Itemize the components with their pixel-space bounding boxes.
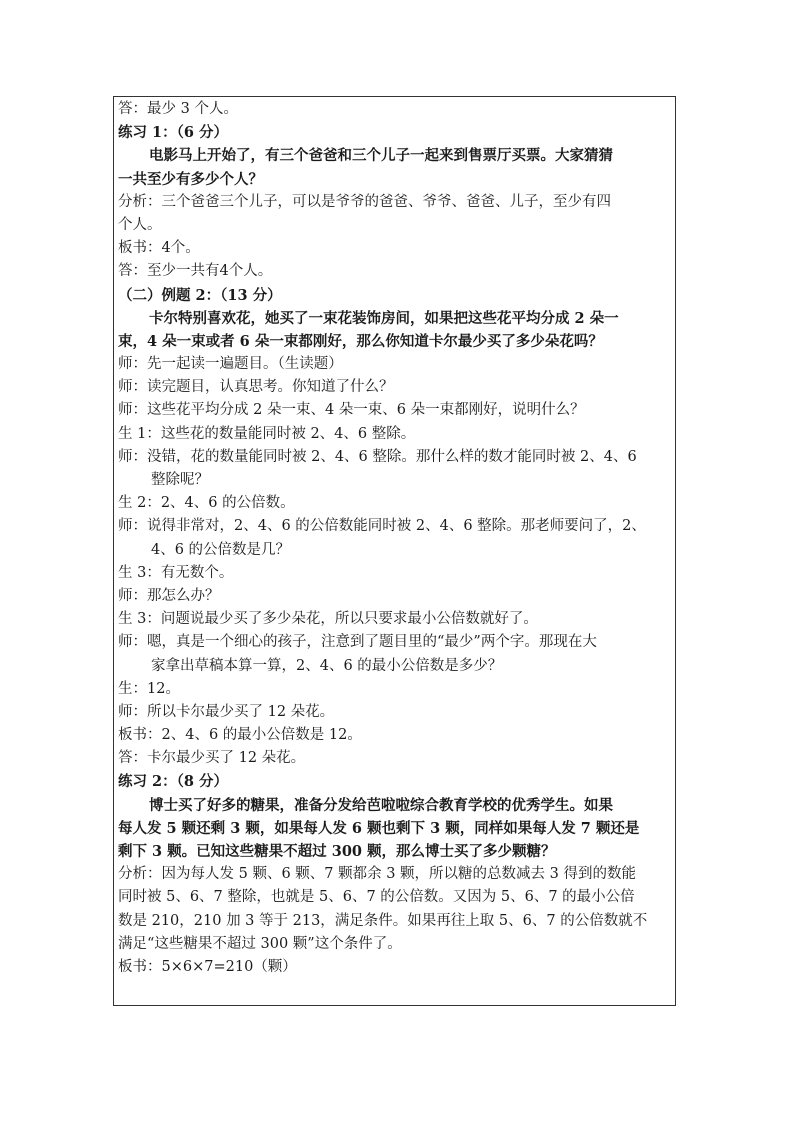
text-line: 师：所以卡尔最少买了 12 朵花。 <box>118 703 335 720</box>
text-line: 师：没错，花的数量能同时被 2、4、6 整除。那什么样的数才能同时被 2、4、6 <box>118 448 637 465</box>
text-line: 板书：2、4、6 的最小公倍数是 12。 <box>118 727 362 744</box>
text-line: 整除呢？ <box>151 472 209 488</box>
text-line: 师：那怎么办？ <box>118 587 220 604</box>
text-line: 一共至少有多少个人？ <box>118 170 263 188</box>
text-line: 数是 210，210 加 3 等于 213，满足条件。如果再往上取 5、6、7 的公倍数就不 <box>118 912 648 929</box>
text-line: 师：说得非常对，2、4、6 的公倍数能同时被 2、4、6 整除。那老师要问了，2、 <box>118 518 646 535</box>
text-line: 个人。 <box>118 216 162 233</box>
text-line: 剩下 3 颗。已知这些糖果不超过 300 颗，那么博士买了多少颗糖？ <box>118 843 556 860</box>
text-line: 练习 2：（8 分） <box>118 773 229 791</box>
text-line: 生 3：问题说最少买了多少朵花，所以只要求最小公倍数就好了。 <box>118 611 538 628</box>
text-line: 师：先一起读一遍题目。（生读题） <box>118 356 343 373</box>
text-line: 答：最少 3 个人。 <box>118 101 238 117</box>
text-line: 分析：因为每人发 5 颗、6 颗、7 颗都余 3 颗，所以糖的总数减去 3 得到的数能 <box>118 866 636 883</box>
text-line: 满足“这些糖果不超过 300 颗”这个条件了。 <box>118 935 402 952</box>
text-line: 板书：5×6×7=210（颗） <box>118 958 297 975</box>
text-line: 同时被 5、6、7 整除，也就是 5、6、7 的公倍数。又因为 5、6、7 的最小公倍 <box>118 889 635 906</box>
text-line: 答：至少一共有4个人。 <box>118 263 273 280</box>
text-line: 电影马上开始了，有三个爸爸和三个儿子一起来到售票厅买票。大家猜猜 <box>149 147 613 165</box>
text-line: 练习 1：（6 分） <box>118 124 229 142</box>
text-line: 师：嗯，真是一个细心的孩子，注意到了题目里的“最少”两个字。那现在大 <box>118 634 597 651</box>
text-line: 师：读完题目，认真思考。你知道了什么？ <box>118 379 394 396</box>
text-line: 卡尔特别喜欢花，她买了一束花装饰房间，如果把这些花平均分成 2 朵一 <box>149 309 619 327</box>
text-line: 生 1：这些花的数量能同时被 2、4、6 整除。 <box>118 425 416 442</box>
text-line: 生：12。 <box>118 680 180 697</box>
text-line: 师：这些花平均分成 2 朵一束、4 朵一束、6 朵一束都刚好，说明什么？ <box>118 402 585 419</box>
text-line: 生 2：2、4、6 的公倍数。 <box>118 495 295 512</box>
text-line: 答：卡尔最少买了 12 朵花。 <box>118 750 306 767</box>
text-line: 板书：4个。 <box>118 240 200 257</box>
text-line: 4、6 的公倍数是几？ <box>151 541 291 558</box>
text-line: 家拿出草稿本算一算，2、4、6 的最小公倍数是多少？ <box>151 657 503 674</box>
text-line: 生 3：有无数个。 <box>118 564 234 581</box>
text-line: 每人发 5 颗还剩 3 颗，如果每人发 6 颗也剩下 3 颗，同样如果每人发 7 颗还是 <box>118 819 640 837</box>
text-line: 博士买了好多的糖果，准备分发给芭啦啦综合教育学校的优秀学生。如果 <box>149 796 613 814</box>
text-line: 分析：三个爸爸三个儿子，可以是爷爷的爸爸、爷爷、爸爸、儿子，至少有四 <box>118 193 611 210</box>
text-line: 束，4 朵一束或者 6 朵一束都刚好，那么你知道卡尔最少买了多少朵花吗？ <box>118 332 603 350</box>
text-line: （二）例题 2：（13 分） <box>118 286 282 304</box>
lesson-content <box>118 98 670 979</box>
